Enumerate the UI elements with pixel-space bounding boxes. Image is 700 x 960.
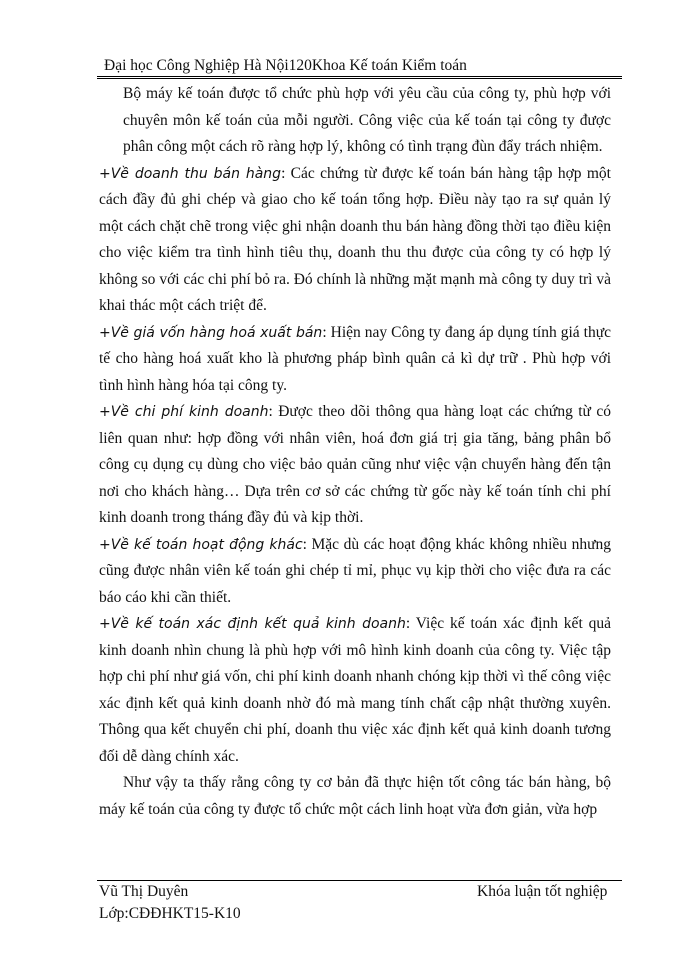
page-header: Đại học Công Nghiệp Hà Nội120Khoa Kế toán Kiểm toán [104, 57, 467, 74]
paragraph-text: Bộ máy kế toán được tổ chức phù hợp với yêu cầu của công ty, phù hợp với chuyên môn kế toán của mỗi người. Công việc của kế toán tại công ty được phân công một cách rõ ràng hợp lý, không có tình trạng đùn đẩy trách nhiệm. [123, 85, 611, 155]
paragraph-revenue [99, 161, 611, 320]
footer-doc-type: Khóa luận tốt nghiệp [477, 883, 608, 900]
paragraph-intro [99, 81, 611, 161]
paragraph-text: : Các chứng từ được kế toán bán hàng tập hợp một cách đầy đủ ghi chép và giao cho kế toán tổng hợp. Điều này tạo ra sự quản lý một cách chặt chẽ trong việc ghi nhận doanh thu bán hàng đồng thời tạo điều kiện cho việc kiểm tra tình hình tiêu thụ, doanh thu thu được của công ty có hợp lý không so với các chi phí bỏ ra. Đó chính là những mặt mạnh mà công ty duy trì và khai thác một cách triệt để. [99, 164, 611, 314]
header-rule [97, 76, 622, 79]
paragraph-label: +Về doanh thu bán hàng [99, 165, 282, 182]
paragraph-business-expenses [99, 399, 611, 532]
footer-author: Vũ Thị Duyên [99, 883, 189, 900]
paragraph-label: +Về kế toán xác định kết quả kinh doanh [99, 616, 406, 632]
paragraph-text: : Mặc dù các hoạt động khác không nhiều nhưng cũng được nhân viên kế toán ghi chép tỉ mỉ, phục vụ kịp thời cho việc đưa ra các báo cáo khi cần thiết. [99, 535, 611, 606]
paragraph-text: : Hiện nay Công ty đang áp dụng tính giá thực tế cho hàng hoá xuất kho là phương pháp bình quân cả kì dự trữ . Phù hợp với tình hình hàng hóa tại công ty. [99, 323, 612, 394]
paragraph-label: +Về kế toán hoạt động khác [99, 536, 303, 553]
paragraph-business-results [99, 611, 611, 770]
paragraph-label: +Về chi phí kinh doanh [99, 404, 269, 420]
paragraph-label: +Về giá vốn hàng hoá xuất bán [99, 324, 323, 341]
paragraph-other-activities [99, 532, 611, 612]
footer-left [99, 881, 241, 925]
footer-class: Lớp:CĐĐHKT15-K10 [99, 905, 241, 922]
document-body [99, 81, 611, 823]
paragraph-text: : Việc kế toán xác định kết quả kinh doanh nhìn chung là phù hợp với mô hình kinh doanh của công ty. Việc tập hợp chi phí như giá vốn, chi phí kinh doanh nhanh chóng kịp thời vì thế công việc xác định kết quả kinh doanh nhờ đó mà mang tính chất cập nhật thường xuyên. Thông qua kết chuyển chi phí, doanh thu việc xác định kết quả kinh doanh tương đối dễ dàng chính xác. [99, 615, 611, 765]
paragraph-cost-of-goods [99, 320, 611, 400]
paragraph-conclusion [99, 770, 611, 823]
paragraph-text: : Được theo dõi thông qua hàng loạt các chứng từ có liên quan như: hợp đồng với nhân viên, hoá đơn giá trị gia tăng, bảng phân bổ công cụ dụng cụ dùng cho việc bảo quản cũng như việc vận chuyển hàng đến tận nơi cho khách hàng… Dựa trên cơ sở các chứng từ gốc này kế toán tính chi phí kinh doanh trong tháng đầy đủ và kịp thời. [99, 403, 611, 526]
paragraph-text: Như vậy ta thấy rằng công ty cơ bản đã thực hiện tốt công tác bán hàng, bộ máy kế toán của công ty được tổ chức một cách linh hoạt vừa đơn giản, vừa hợp [99, 774, 611, 818]
